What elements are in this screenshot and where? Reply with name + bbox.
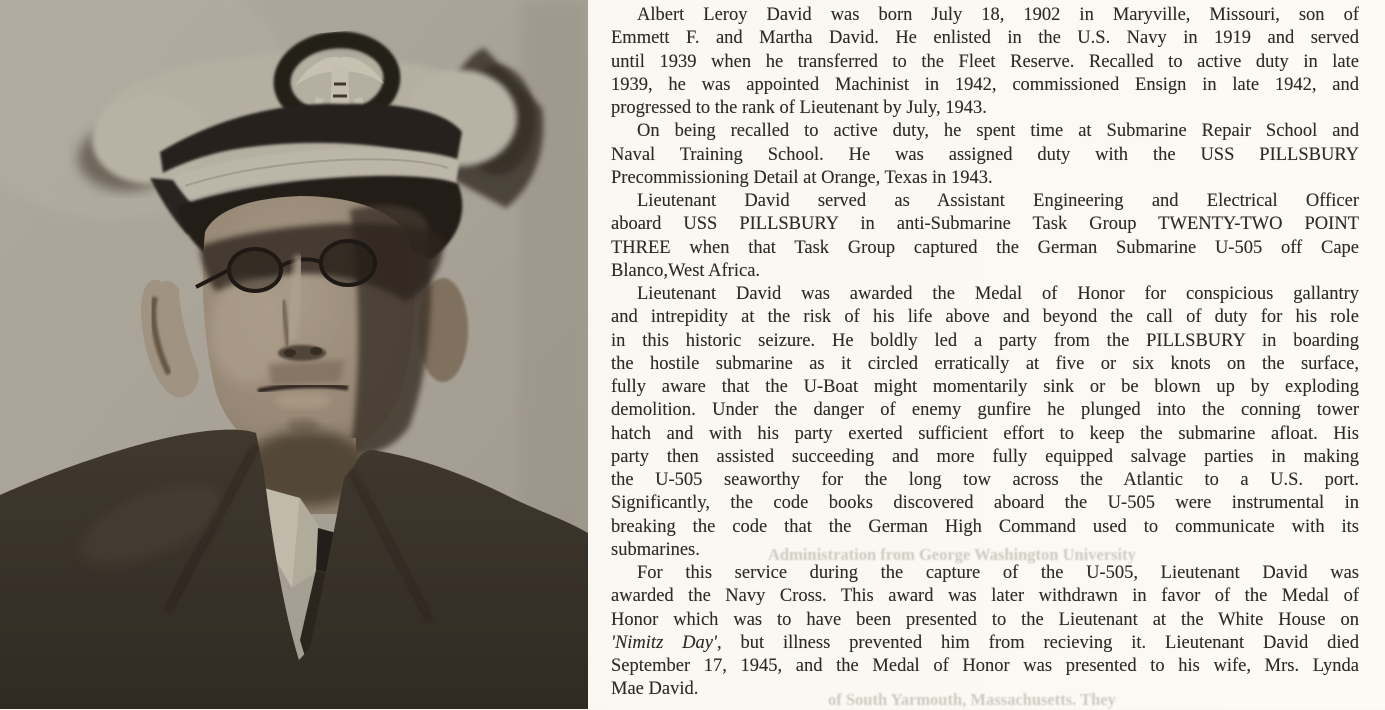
- text-line: Blanco,West Africa.: [611, 260, 761, 281]
- text-line: September 17, 1945, and the Medal of Honor was presented to his wife, Mrs. Lynda: [611, 656, 1359, 676]
- text-line: demolition. Under the danger of enemy gunfire he plunged into the conning tower: [611, 400, 1359, 421]
- text-line: Significantly, the code books discovered aboard the U-505 were instrumental in: [611, 493, 1359, 514]
- text-line: submarines.: [611, 539, 700, 560]
- text-line: Honor which was to have been presented to the Lieutenant at the White House on: [611, 609, 1359, 630]
- italic-text: 'Nimitz Day',: [611, 632, 722, 653]
- text-line: THREE when that Task Group captured the German Submarine U-505 off Cape: [611, 237, 1359, 258]
- text-line: Emmett F. and Martha David. He enlisted in the U.S. Navy in 1919 and served: [611, 28, 1359, 49]
- show-through-text: of South Yarmouth, Massachusetts. They: [828, 690, 1116, 709]
- text-line: party then assisted succeeding and more fully equipped salvage parties in making: [611, 446, 1359, 467]
- text-line: hatch and with his party exerted sufficient effort to keep the submarine afloat. His: [611, 423, 1359, 444]
- portrait-photo-art: [0, 0, 588, 709]
- photo-grain-texture: [0, 0, 588, 709]
- text-line: Precommissioning Detail at Orange, Texas in 1943.: [611, 167, 993, 188]
- text-line: breaking the code that the German High Command used to communicate with its: [611, 516, 1359, 537]
- text-line: 1939, he was appointed Machinist in 1942, commissioned Ensign in late 1942, and: [611, 74, 1359, 95]
- text-line: [611, 632, 1359, 655]
- text-line: until 1939 when he transferred to the Fleet Reserve. Recalled to active duty in late: [611, 51, 1359, 72]
- text-line: progressed to the rank of Lieutenant by July, 1943.: [611, 98, 987, 118]
- text-line: For this service during the capture of the U-505, Lieutenant David was: [637, 563, 1359, 583]
- text-line: Lieutenant David was awarded the Medal of Honor for conspicious gallantry: [637, 284, 1359, 304]
- portrait-photo: [0, 0, 588, 709]
- text-line: fully aware that the U-Boat might momentarily sink or be blown up by exploding: [611, 377, 1359, 397]
- text-line: in this historic seizure. He boldly led a party from the PILLSBURY in boarding: [611, 330, 1359, 351]
- text-line: and intrepidity at the risk of his life above and beyond the call of duty for his role: [611, 307, 1359, 328]
- text-line: awarded the Navy Cross. This award was later withdrawn in favor of the Medal of: [611, 586, 1359, 607]
- text-line: Albert Leroy David was born July 18, 1902 in Maryville, Missouri, son of: [637, 5, 1359, 25]
- show-through-text: Administration from George Washington University: [768, 545, 1136, 564]
- text-line: Naval Training School. He was assigned duty with the USS PILLSBURY: [611, 144, 1359, 165]
- text-line: the U-505 seaworthy for the long tow across the Atlantic to a U.S. port.: [611, 470, 1359, 490]
- text-line: Mae David.: [611, 679, 699, 700]
- text-line: aboard USS PILLSBURY in anti-Submarine Task Group TWENTY-TWO POINT: [611, 214, 1359, 235]
- text-segment: but illness prevented him from recieving it. Lieutenant David died: [721, 632, 1359, 653]
- text-line: Lieutenant David served as Assistant Engineering and Electrical Officer: [637, 191, 1359, 211]
- text-line: the hostile submarine as it circled erratically at five or six knots on the surface,: [611, 353, 1359, 374]
- biography-text: [611, 4, 1359, 704]
- text-line: On being recalled to active duty, he spent time at Submarine Repair School and: [637, 121, 1359, 142]
